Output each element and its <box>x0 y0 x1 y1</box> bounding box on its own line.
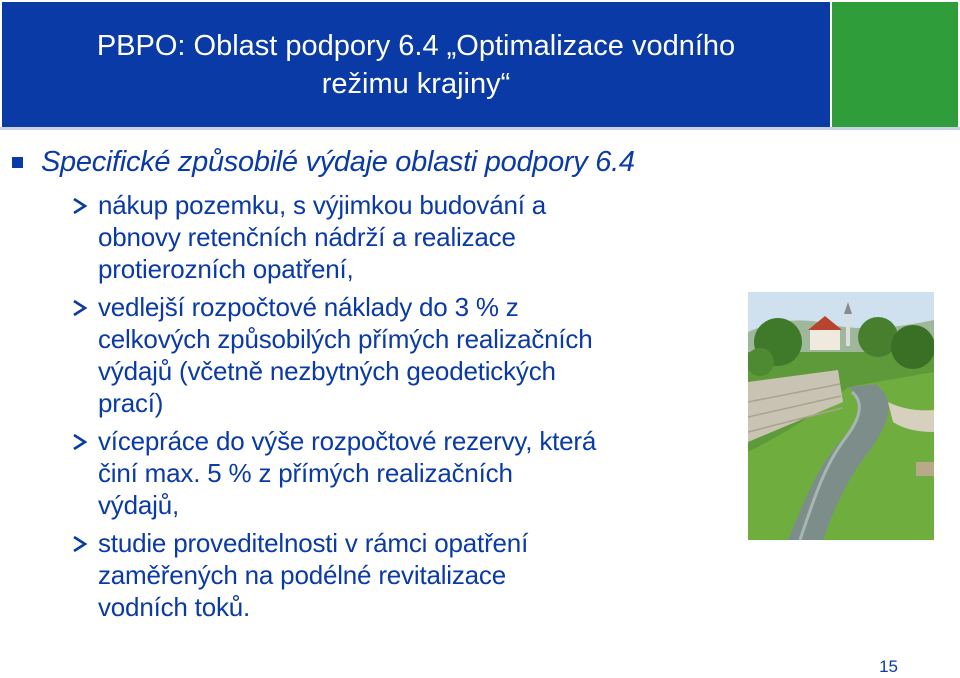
section-heading: Specifické způsobilé výdaje oblasti podpory 6.4 <box>41 146 635 178</box>
list-item <box>72 189 732 285</box>
item-line: prací) <box>98 388 164 418</box>
list-item <box>72 291 732 419</box>
item-line: vodních toků. <box>98 592 251 622</box>
item-line: vedlejší rozpočtové náklady do 3 % z <box>98 292 519 322</box>
header-divider <box>0 127 960 130</box>
item-line: nákup pozemku, s výjimkou budování a <box>98 190 547 220</box>
slide-title-line-1: PBPO: Oblast podpory 6.4 „Optimalizace vodního <box>96 29 736 62</box>
item-list <box>72 189 732 629</box>
item-line: výdajů (včetně nezbytných geodetických <box>98 356 556 386</box>
item-line: studie proveditelnosti v rámci opatření <box>98 528 529 558</box>
item-line: výdajů, <box>98 490 179 520</box>
arrow-bullet-icon <box>72 299 88 317</box>
page-number: 15 <box>879 657 898 676</box>
arrow-bullet-icon <box>72 433 88 451</box>
square-bullet-icon <box>12 157 23 168</box>
slide-header <box>2 2 830 127</box>
item-line: zaměřených na podélné revitalizace <box>98 560 506 590</box>
item-line: vícepráce do výše rozpočtové rezervy, která <box>98 426 597 456</box>
header-accent-block <box>832 2 958 127</box>
arrow-bullet-icon <box>72 535 88 553</box>
section-heading-row <box>12 144 635 180</box>
item-line: protierozních opatření, <box>98 254 354 284</box>
arrow-bullet-icon <box>72 197 88 215</box>
slide-title-line-2: režimu krajiny“ <box>321 67 511 100</box>
list-item <box>72 425 732 521</box>
river-photo <box>748 292 934 540</box>
item-line: obnovy retenčních nádrží a realizace <box>98 222 516 252</box>
list-item <box>72 527 732 623</box>
item-line: celkových způsobilých přímých realizačních <box>98 324 593 354</box>
item-line: činí max. 5 % z přímých realizačních <box>98 458 513 488</box>
